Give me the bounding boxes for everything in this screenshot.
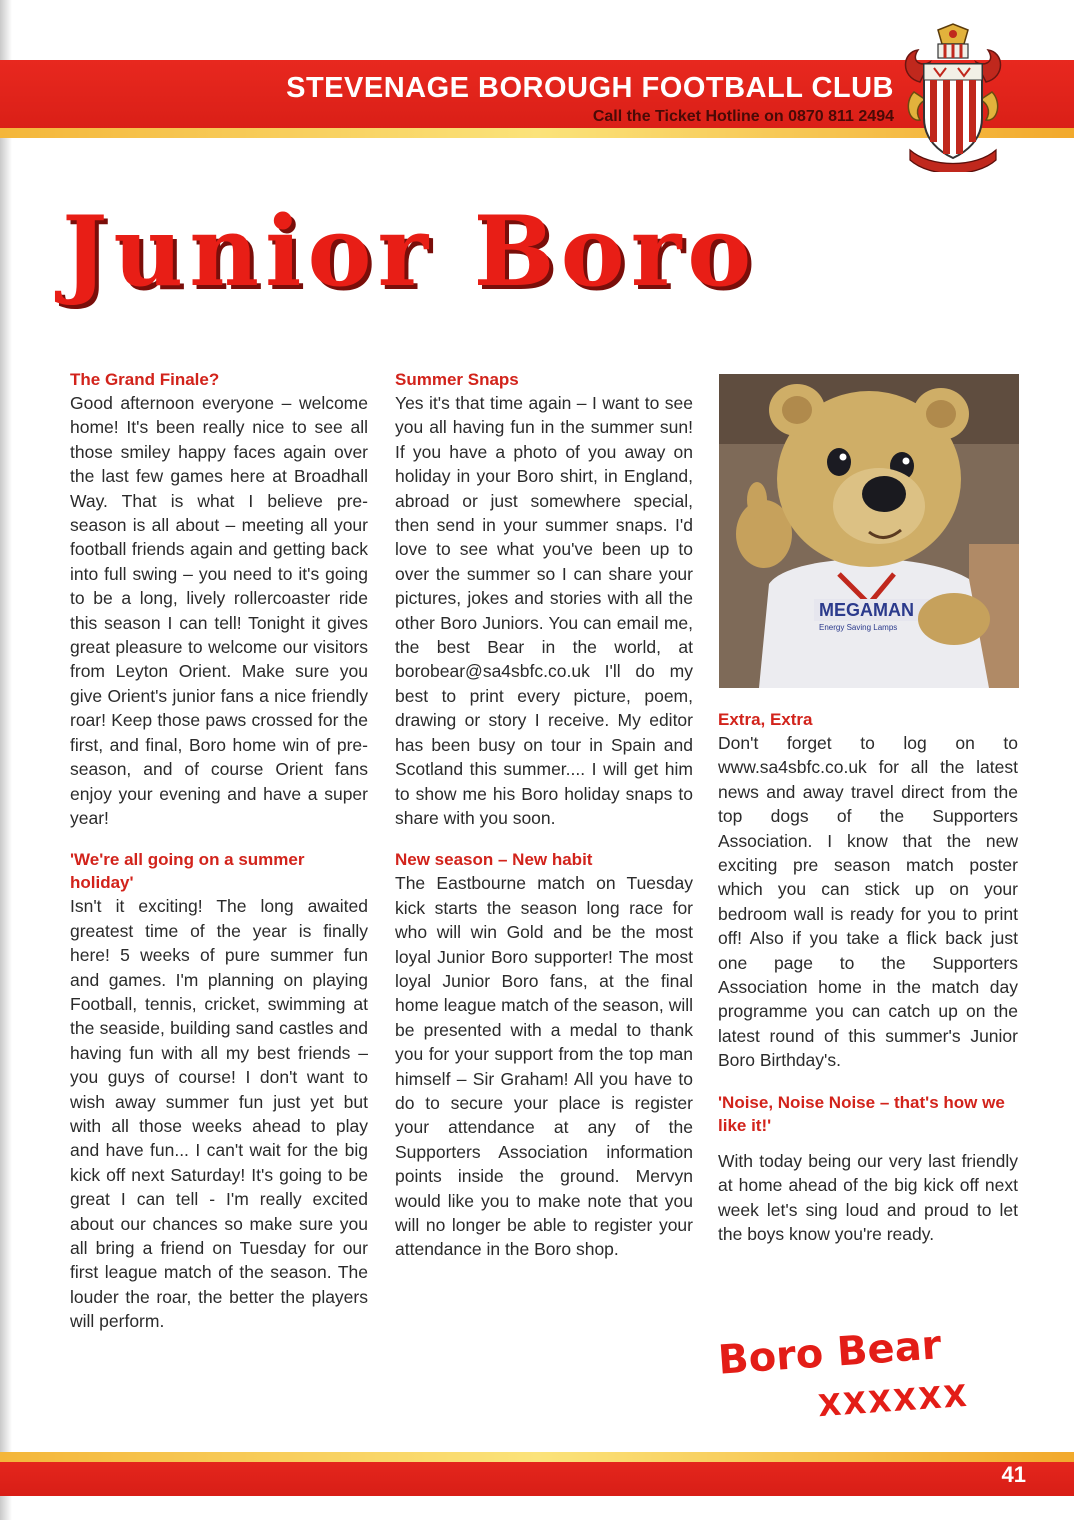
column-right-text: [718, 708, 1018, 1264]
section-heading: Extra, Extra: [718, 710, 813, 729]
section-heading: The Grand Finale?: [70, 370, 220, 389]
section-heading: 'Noise, Noise Noise – that's how we like it!': [718, 1092, 1005, 1135]
footer-band: [0, 1452, 1074, 1496]
bear-mascot-icon: [719, 374, 1019, 688]
page-number: 41: [1001, 1462, 1026, 1487]
spacer: [718, 1137, 1018, 1149]
club-crest-icon: [900, 22, 1006, 172]
section-body: Isn't it exciting! The long awaited greatest time of the year is finally here! 5 weeks of pure summer fun and games. I'm planning on playing Football, tennis, cricket, swimming at the seaside, building sand castles and having fun with all my best friends – you guys of course! I don't want to wish away summer fun just yet but with all those weeks ahead to play and have fun... I can't wait for the big kick off next Saturday! It's going to be great I can tell - I'm really excited about our chances so make sure you all bring a friend on Tuesday for our first league match of the season. The louder the roar, the better the players will perform.: [70, 896, 368, 1332]
section-heading: 'We're all going on a summer holiday': [70, 850, 305, 893]
signature: Boro Bear: [716, 1322, 943, 1384]
column-middle: [395, 368, 693, 1280]
section-body: Yes it's that time again – I want to see you all having fun in the summer sun! If you have a photo of you away on holiday in your Boro shirt, in England, abroad or just somewhere special, then send in your summer snaps. I'd love to see what you've been up to over the summer so I can share your pictures, jokes and stories with all the other Boro Juniors. You can email me, the best Bear in the world, at borobear@sa4sbfc.co.uk I'll do my best to print every picture, poem, drawing or story I receive. My editor has been busy on tour in Spain and Scotland this summer.... I will get him to show me his Boro holiday snaps to share with you soon.: [395, 393, 693, 828]
column-left: [70, 368, 368, 1352]
section-heading: New season – New habit: [395, 850, 593, 870]
signature-kisses: XXXXXX: [816, 1378, 970, 1425]
section-body: Don't forget to log on to www.sa4sbfc.co.uk for all the latest news and away travel direct from the top dogs of the Supporters Association. I know that the new exciting pre season match poster which you can stick up on your bedroom wall is ready for you to print off! Also if you take a flick back just one page to the Supporters Association home in the match day programme you can catch up on the latest round of this summer's Junior Boro Birthday's.: [718, 733, 1018, 1071]
page-title: Junior Boro: [62, 195, 758, 308]
footer-gold-stripe: [0, 1452, 1074, 1462]
ticket-hotline: Call the Ticket Hotline on 0870 811 2494: [592, 108, 894, 125]
club-name: STEVENAGE BOROUGH FOOTBALL CLUB: [286, 72, 894, 104]
section-body: The Eastbourne match on Tuesday kick starts the season long race for who will win Gold and be the most loyal Junior Boro supporter! The most loyal Junior Boro fans, at the final home league match of the season, will be presented with a medal to thank you for your support from the top man himself – Sir Graham! All you have to do to secure your place is register your attendance at any of the Supporters Association information points inside the ground. Mervyn would like you to make note that you will no longer be able to register your attendance in the Boro shop.: [395, 873, 693, 1260]
section-heading: Summer Snaps: [395, 370, 519, 389]
shirt-sponsor-subtext: Energy Saving Lamps: [819, 623, 898, 632]
section-body: Good afternoon everyone – welcome home! It's been really nice to see all those smiley happy faces again over the last few games here at Broadhall Way. That is what I believe pre-season is all about – meeting all your football friends again and getting back into full swing – you need to it's going to be a long, lively rollercoaster ride this season I can tell! Tonight it gives great pleasure to welcome our visitors from Leyton Orient. Make sure you give Orient's junior fans a nice friendly roar! Keep those paws crossed for the first, and final, Boro home win of pre-season, and of course Orient fans enjoy your evening and have a super year!: [70, 393, 368, 828]
section-body: With today being our very last friendly at home ahead of the big kick off next week let's sing loud and proud to let the boys know you're ready.: [718, 1150, 1018, 1244]
page-gutter-shadow: [0, 0, 12, 1520]
shirt-sponsor-text: MEGAMAN: [819, 600, 914, 620]
boro-bear-photo: [719, 374, 1019, 688]
